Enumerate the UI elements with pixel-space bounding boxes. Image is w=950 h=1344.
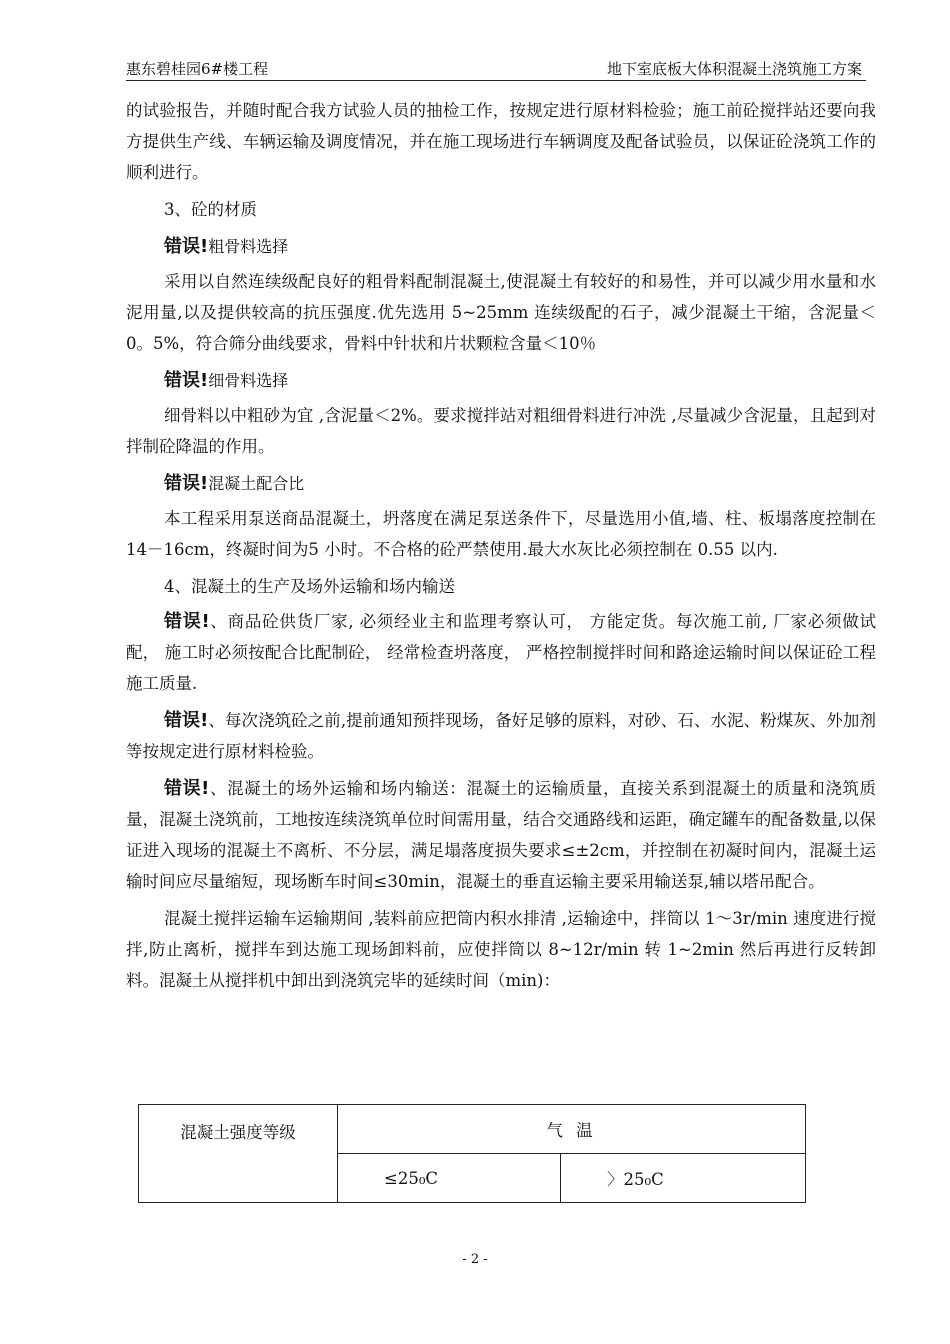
section-heading-production-transport: 4、混凝土的生产及场外运输和场内输送 <box>164 577 455 596</box>
table-subheader-above-25: 〉25₀C <box>561 1154 806 1203</box>
paragraph-mixer-truck: 混凝土搅拌运输车运输期间 ,装料前应把筒内积水排清 ,运输途中，拌筒以 1～3r/min 速度进行搅拌,防止离析，搅拌车到达施工现场卸料前，应使拌筒以 8~12r/min 转 1~2min 然后再进行反转卸料。混凝土从搅拌机中卸出到浇筑完毕的延续时间（min)： <box>126 909 876 990</box>
header-project-name: 惠东碧桂园6#楼工程 <box>126 60 269 78</box>
error-marker: 错误! <box>164 611 210 632</box>
paragraph-coarse-aggregate: 采用以自然连续级配良好的粗骨料配制混凝土,使混凝土有较好的和易性，并可以减少用水量和水泥用量,以及提供较高的抗压强度.优先选用 5~25mm 连续级配的石子，减少混凝土干缩，含泥量＜0。5%，符合筛分曲线要求，骨料中针状和片状颗粒含量＜10％ <box>126 272 876 353</box>
subheading-coarse-aggregate <box>126 231 876 262</box>
paragraph-before-pouring <box>126 705 876 767</box>
subheading-fine-aggregate-label: 细骨料选择 <box>208 371 289 390</box>
paragraph-fine-aggregate: 细骨料以中粗砂为宜 ,含泥量＜2%。要求搅拌站对粗细骨料进行冲洗 ,尽量减少含泥量，且起到对拌制砼降温的作用。 <box>126 406 876 456</box>
table-header-temperature: 气 温 <box>338 1105 806 1154</box>
document-body <box>126 95 876 996</box>
paragraph-transport-text: 、混凝土的场外运输和场内输送：混凝土的运输质量，直接关系到混凝土的质量和浇筑质量，混凝土浇筑前，工地按连续浇筑单位时间需用量，结合交通路线和运距，确定罐车的配备数量,以保证进入现场的混凝土不离析、不分层，满足塌落度损失要求≤±2cm，并控制在初凝时间内，混凝土运输时间应尽量缩短，现场断车时间≤30min，混凝土的垂直运输主要采用输送泵,辅以塔吊配合。 <box>126 779 877 891</box>
table-subheader-below-25: ≤25₀C <box>338 1154 561 1203</box>
header-document-title: 地下室底板大体积混凝土浇筑施工方案 <box>606 60 862 78</box>
error-marker: 错误! <box>164 778 210 799</box>
paragraph-before-pouring-text: 、每次浇筑砼之前,提前通知预拌现场，备好足够的原料，对砂、石、水泥、粉煤灰、外加剂等按规定进行原材料检验。 <box>126 711 876 761</box>
paragraph-supplier <box>126 606 876 699</box>
page-number: - 2 - <box>462 1252 488 1267</box>
subheading-coarse-aggregate-label: 粗骨料选择 <box>208 237 289 256</box>
paragraph-mix-ratio: 本工程采用泵送商品混凝土，坍落度在满足泵送条件下，尽量选用小值,墙、柱、板塌落度控制在 14－16cm，终凝时间为5 小时。不合格的砼严禁使用.最大水灰比必须控制在 0.55 以内. <box>126 509 876 559</box>
table-row <box>139 1105 806 1154</box>
subheading-mix-ratio-label: 混凝土配合比 <box>208 474 305 493</box>
error-marker: 错误! <box>164 473 209 494</box>
error-marker: 错误! <box>164 236 209 257</box>
duration-table <box>138 1104 806 1203</box>
subheading-mix-ratio <box>126 468 876 499</box>
subheading-fine-aggregate <box>126 365 876 396</box>
table-header-strength-grade-label: 混凝土强度等级 <box>180 1123 296 1142</box>
error-marker: 错误! <box>164 370 209 391</box>
table-header-strength-grade <box>139 1105 338 1203</box>
paragraph-supplier-text: 、商品砼供货厂家, 必须经业主和监理考察认可， 方能定货。每次施工前, 厂家必须做试配， 施工时必须按配合比配制砼， 经常检查坍落度， 严格控制搅拌时间和路途运输时间以保证砼工程施工质量. <box>126 612 876 693</box>
section-heading-material: 3、砼的材质 <box>164 200 257 219</box>
paragraph-transport <box>126 773 876 897</box>
paragraph-test-report: 的试验报告，并随时配合我方试验人员的抽检工作，按规定进行原材料检验；施工前砼搅拌站还要向我方提供生产线、车辆运输及调度情况，并在施工现场进行车辆调度及配备试验员，以保证砼浇筑工作的顺利进行。 <box>126 101 876 182</box>
error-marker: 错误! <box>164 710 209 731</box>
page-header <box>126 58 866 81</box>
